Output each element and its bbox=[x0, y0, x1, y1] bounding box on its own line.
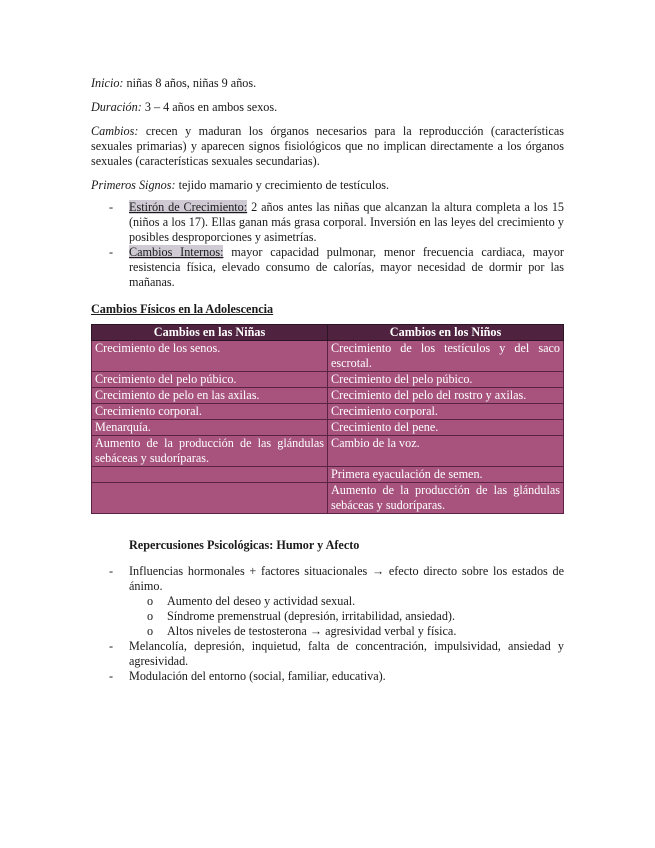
label-inicio: Inicio: bbox=[91, 76, 124, 90]
text-primeros-signos: tejido mamario y crecimiento de testículos. bbox=[175, 178, 390, 192]
text-cambios-internos: mayor capacidad pulmonar, menor frecuencia cardiaca, mayor resistencia física, elevado consumo de calorías, mayor necesidad de dormir por las mañanas. bbox=[129, 245, 564, 289]
text-duracion: 3 – 4 años en ambos sexos. bbox=[141, 100, 278, 114]
header-boys: Cambios en los Niños bbox=[328, 325, 564, 341]
bullet-list-growth bbox=[91, 200, 564, 290]
bullet-list-psychological bbox=[91, 564, 564, 684]
cell-boys: Crecimiento de los testículos y del saco escrotal. bbox=[328, 341, 564, 372]
label-duracion: Duración: bbox=[91, 100, 142, 114]
cell-boys: Cambio de la voz. bbox=[328, 436, 564, 467]
cell-girls: Menarquía. bbox=[92, 420, 328, 436]
bullet-cambios-internos bbox=[91, 245, 564, 290]
text-estiron: 2 años antes las niñas que alcanzan la altura completa a los 15 (niños a los 17). Ellas ganan más grasa corporal. Inversión en las leyes del crecimiento y posibles desproporciones y asimetrías. bbox=[129, 200, 565, 244]
cell-girls: Aumento de la producción de las glándulas sebáceas y sudoríparas. bbox=[92, 436, 328, 467]
header-girls: Cambios en las Niñas bbox=[92, 325, 328, 341]
cell-boys: Primera eyaculación de semen. bbox=[328, 467, 564, 483]
table-row bbox=[92, 404, 564, 420]
cell-boys: Crecimiento corporal. bbox=[328, 404, 564, 420]
table-row bbox=[92, 467, 564, 483]
text-cambios: crecen y maduran los órganos necesarios para la reproducción (características sexuales primarias) y aparecen signos fisiológicos que no implican directamente a los órganos sexuales (características sexuales secundarias). bbox=[91, 124, 564, 168]
paragraph-primeros-signos bbox=[91, 178, 564, 193]
label-primeros-signos: Primeros Signos: bbox=[91, 178, 176, 192]
bullet-estiron bbox=[91, 200, 564, 245]
table-row bbox=[92, 372, 564, 388]
cell-girls: Crecimiento corporal. bbox=[92, 404, 328, 420]
cell-girls: Crecimiento de los senos. bbox=[92, 341, 328, 372]
highlight-cambios-internos: Cambios Internos: bbox=[129, 245, 224, 259]
highlight-estiron: Estirón de Crecimiento: bbox=[129, 200, 248, 214]
cell-boys: Crecimiento del pene. bbox=[328, 420, 564, 436]
sub-item: o Síndrome premenstrual (depresión, irritabilidad, ansiedad). bbox=[129, 609, 564, 624]
cell-boys: Crecimiento del pelo del rostro y axilas. bbox=[328, 388, 564, 404]
paragraph-cambios bbox=[91, 124, 564, 169]
section-title-psychological: Repercusiones Psicológicas: Humor y Afecto bbox=[129, 538, 360, 552]
table-row bbox=[92, 483, 564, 514]
bullet-melancolia: - Melancolía, depresión, inquietud, falta de concentración, impulsividad, ansiedad y agresividad. bbox=[91, 639, 564, 669]
document-content bbox=[91, 76, 564, 692]
cell-girls: Crecimiento del pelo púbico. bbox=[92, 372, 328, 388]
text-hormonal-influences: Influencias hormonales + factores situacionales → efecto directo sobre los estados de ánimo. bbox=[129, 564, 564, 593]
cell-girls bbox=[92, 467, 328, 483]
table-row bbox=[92, 341, 564, 372]
paragraph-inicio bbox=[91, 76, 564, 91]
cell-boys: Aumento de la producción de las glándulas sebáceas y sudoríparas. bbox=[328, 483, 564, 514]
sub-item: o Aumento del deseo y actividad sexual. bbox=[129, 594, 564, 609]
table-header-row bbox=[92, 325, 564, 341]
paragraph-duracion bbox=[91, 100, 564, 115]
table-title: Cambios Físicos en la Adolescencia bbox=[91, 302, 274, 316]
cell-girls bbox=[92, 483, 328, 514]
physical-changes-table bbox=[91, 324, 564, 514]
table-row bbox=[92, 436, 564, 467]
text-inicio: niñas 8 años, niñas 9 años. bbox=[123, 76, 257, 90]
table-row bbox=[92, 420, 564, 436]
bullet-hormonal-influences bbox=[91, 564, 564, 639]
table-row bbox=[92, 388, 564, 404]
sub-item: o Altos niveles de testosterona → agresividad verbal y física. bbox=[129, 624, 564, 639]
cell-girls: Crecimiento de pelo en las axilas. bbox=[92, 388, 328, 404]
sub-list-effects bbox=[129, 594, 564, 639]
bullet-modulacion: - Modulación del entorno (social, familiar, educativa). bbox=[91, 669, 564, 684]
label-cambios: Cambios: bbox=[91, 124, 139, 138]
cell-boys: Crecimiento del pelo púbico. bbox=[328, 372, 564, 388]
